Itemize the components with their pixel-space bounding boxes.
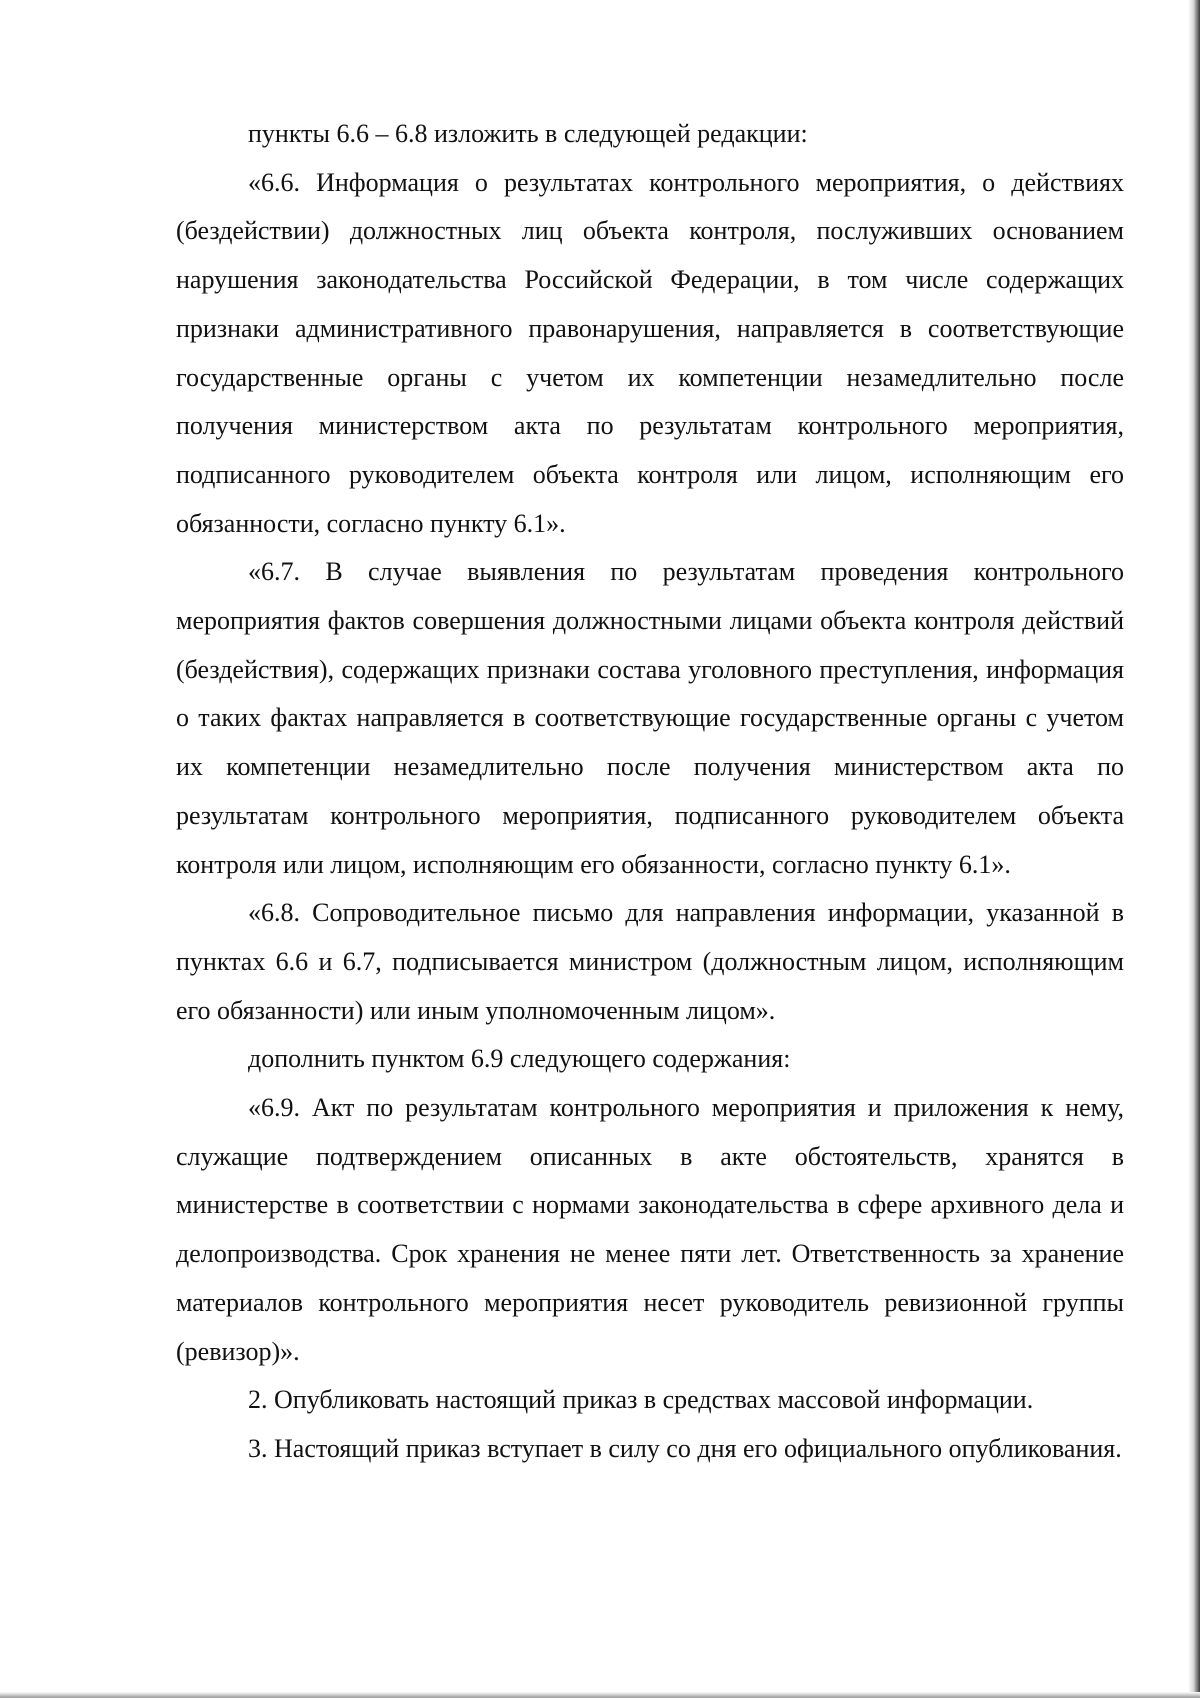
paragraph-6-6: «6.6. Информация о результатах контрольного мероприятия, о действиях (бездействии) должностных лиц объекта контроля, послуживших основанием нарушения законодательства Российской Федерации, в том числе содержащих признаки административного правонарушения, направляется в соответствующие государственные органы с учетом их компетенции незамедлительно после получения министерством акта по результатам контрольного мероприятия, подписанного руководителем объекта контроля или лицом, исполняющим его обязанности, согласно пункту 6.1». (176, 167, 1124, 538)
paragraph-6-7: «6.7. В случае выявления по результатам проведения контрольного мероприятия фактов совершения должностными лицами объекта контроля действий (бездействия), содержащих признаки состава уголовного преступления, информация о таких фактах направляется в соответствующие государственные органы с учетом их компетенции незамедлительно после получения министерством акта по результатам контрольного мероприятия, подписанного руководителем объекта контроля или лицом, исполняющим его обязанности, согласно пункту 6.1». (176, 557, 1124, 879)
paragraph-item-3: 3. Настоящий приказ вступает в силу со дня его официального опубликования. (248, 1433, 1122, 1463)
paragraph-intro-6-6-6-8: пункты 6.6 – 6.8 изложить в следующей редакции: (248, 119, 808, 148)
paragraph-intro-6-9: дополнить пунктом 6.9 следующего содержания: (248, 1044, 791, 1074)
scan-shadow-edge (1188, 0, 1200, 1698)
document-body (176, 110, 1124, 1474)
paragraph-6-8: «6.8. Сопроводительное письмо для направления информации, указанной в пунктах 6.6 и 6.7, подписывается министром (должностным лицом, исполняющим его обязанности) или иным уполномоченным лицом». (176, 898, 1124, 1025)
paragraph-6-9: «6.9. Акт по результатам контрольного мероприятия и приложения к нему, служащие подтверждением описанных в акте обстоятельств, хранятся в министерстве в соответствии с нормами законодательства в сфере архивного дела и делопроизводства. Срок хранения не менее пяти лет. Ответственность за хранение материалов контрольного мероприятия несет руководитель ревизионной группы (ревизор)». (176, 1093, 1124, 1366)
paragraph-item-2: 2. Опубликовать настоящий приказ в средствах массовой информации. (248, 1385, 1034, 1415)
scan-shadow-bottom (0, 1692, 1200, 1698)
